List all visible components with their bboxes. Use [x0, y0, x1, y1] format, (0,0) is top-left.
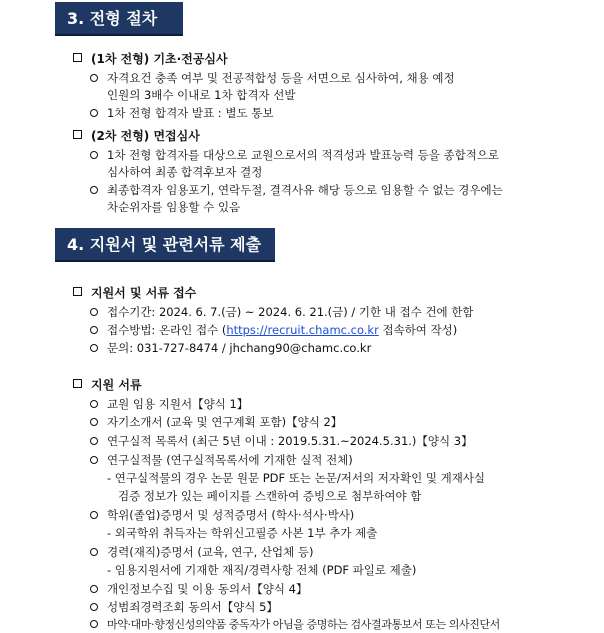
- recruit-link[interactable]: https://recruit.chamc.co.kr: [226, 323, 379, 337]
- square-bullet-icon: [73, 287, 82, 296]
- circle-bullet-icon: [90, 548, 98, 556]
- second-stage-item-2: 최종합격자 임용포기, 연락두절, 결격사유 해당 등으로 임용할 수 없는 경우에는: [90, 183, 503, 197]
- circle-bullet-icon: [90, 511, 98, 519]
- doc-item-7: 개인정보수집 및 이용 동의서【양식 4】: [90, 582, 307, 596]
- docs-heading: 지원 서류: [73, 378, 142, 392]
- receipt-period: 접수기간: 2024. 6. 7.(금) ~ 2024. 6. 21.(금) / 기한 내 접수 건에 한함: [90, 305, 474, 319]
- circle-bullet-icon: [90, 151, 98, 159]
- circle-bullet-icon: [90, 344, 98, 352]
- doc-item-1: 교원 임용 지원서【양식 1】: [90, 397, 248, 411]
- circle-bullet-icon: [90, 603, 98, 611]
- second-stage-item-2-cont: 차순위자를 임용할 수 있음: [107, 200, 241, 214]
- doc-item-2: 자기소개서 (교육 및 연구계획 포함)【양식 2】: [90, 415, 342, 429]
- circle-bullet-icon: [90, 186, 98, 194]
- receipt-method: 접수방법: 온라인 접수 (https://recruit.chamc.co.kr 접속하여 작성): [90, 323, 457, 337]
- circle-bullet-icon: [90, 456, 98, 464]
- circle-bullet-icon: [90, 437, 98, 445]
- first-stage-heading: (1차 전형) 기초·전공심사: [73, 52, 228, 66]
- second-stage-item-1-cont: 심사하여 최종 합격후보자 결정: [107, 165, 263, 179]
- doc-item-9: 마약·대마·향정신성의약품 중독자가 아님을 증명하는 검사결과통보서 또는 의사진단서: [90, 618, 500, 632]
- first-stage-item-1: 자격요건 충족 여부 및 전공적합성 등을 서면으로 심사하여, 채용 예정: [90, 71, 455, 85]
- receipt-heading: 지원서 및 서류 접수: [73, 286, 196, 300]
- doc-item-4-sub-2: 검증 정보가 있는 페이지를 스캔하여 증빙으로 첨부하여야 함: [118, 489, 422, 503]
- doc-item-5-sub: - 외국학위 취득자는 학위신고필증 사본 1부 추가 제출: [107, 526, 378, 540]
- second-stage-heading: (2차 전형) 면접심사: [73, 129, 200, 143]
- first-stage-item-1-cont: 인원의 3배수 이내로 1차 합격자 선발: [107, 88, 296, 102]
- section-3-header: 3. 전형 절차: [55, 2, 183, 36]
- circle-bullet-icon: [90, 308, 98, 316]
- doc-item-6: 경력(재직)증명서 (교육, 연구, 산업체 등): [90, 545, 314, 559]
- circle-bullet-icon: [90, 109, 98, 117]
- circle-bullet-icon: [90, 326, 98, 334]
- circle-bullet-icon: [90, 585, 98, 593]
- circle-bullet-icon: [90, 74, 98, 82]
- circle-bullet-icon: [90, 620, 98, 628]
- circle-bullet-icon: [90, 418, 98, 426]
- doc-item-5: 학위(졸업)증명서 및 성적증명서 (학사·석사·박사): [90, 508, 354, 522]
- doc-item-4: 연구실적물 (연구실적목록서에 기재한 실적 전체): [90, 453, 353, 467]
- square-bullet-icon: [73, 53, 82, 62]
- receipt-contact: 문의: 031-727-8474 / jhchang90@chamc.co.kr: [90, 341, 371, 355]
- doc-item-3: 연구실적 목록서 (최근 5년 이내 : 2019.5.31.~2024.5.31.)【양식 3】: [90, 434, 473, 448]
- first-stage-item-2: 1차 전형 합격자 발표 : 별도 통보: [90, 106, 273, 120]
- circle-bullet-icon: [90, 400, 98, 408]
- second-stage-item-1: 1차 전형 합격자를 대상으로 교원으로서의 적격성과 발표능력 등을 종합적으로: [90, 148, 499, 162]
- square-bullet-icon: [73, 379, 82, 388]
- section-4-header: 4. 지원서 및 관련서류 제출: [55, 228, 275, 262]
- doc-item-8: 성범죄경력조회 동의서【양식 5】: [90, 600, 278, 614]
- doc-item-4-sub-1: - 연구실적물의 경우 논문 원문 PDF 또는 논문/저서의 저자확인 및 게재사실: [107, 471, 486, 485]
- doc-item-6-sub: - 임용지원서에 기재한 재직/경력사항 전체 (PDF 파일로 제출): [107, 563, 417, 577]
- square-bullet-icon: [73, 130, 82, 139]
